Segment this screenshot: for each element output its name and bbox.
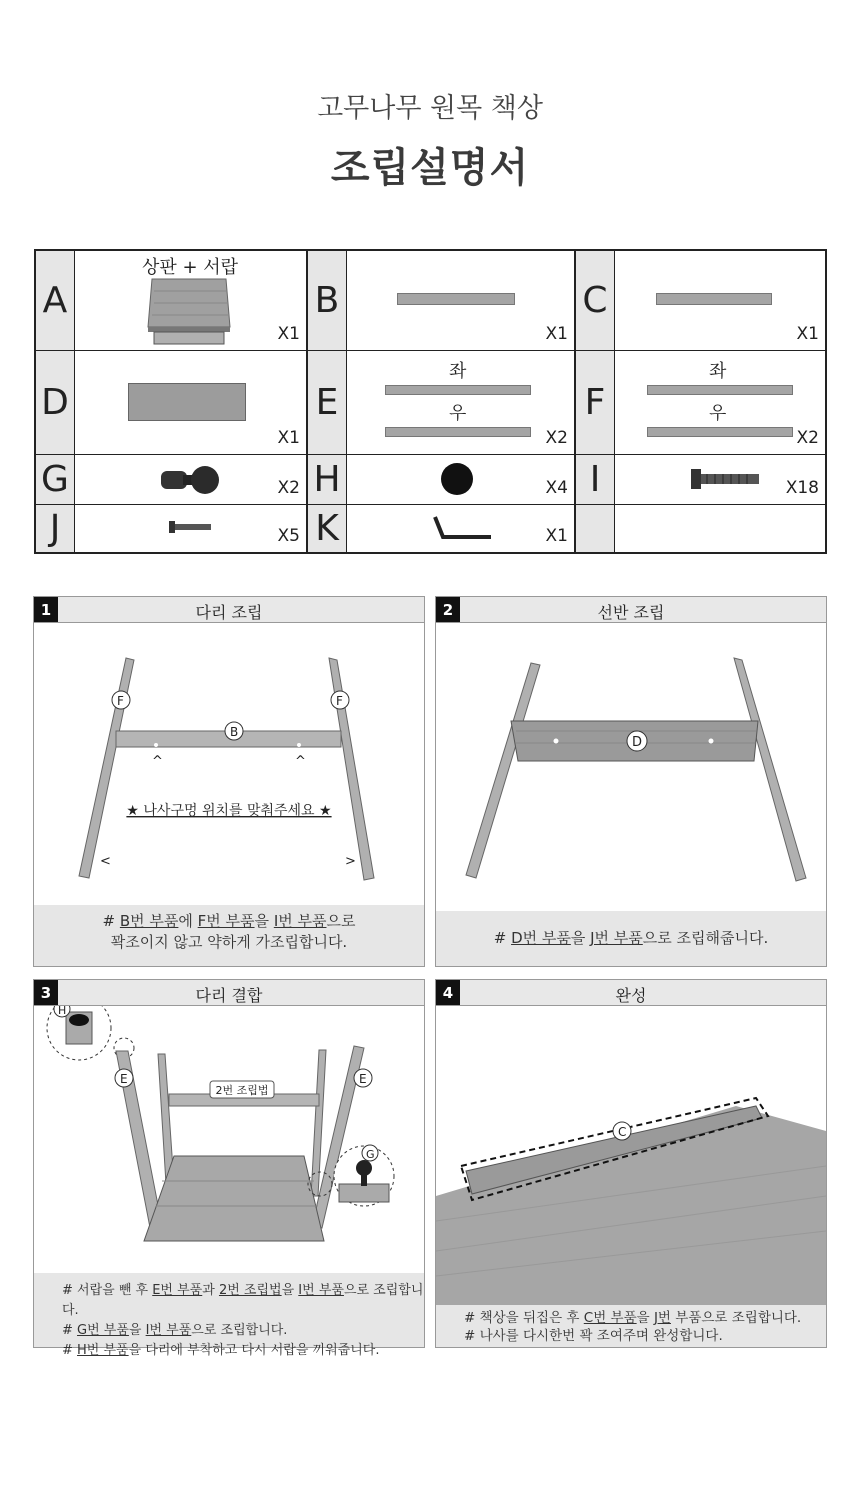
desktop-drawer-icon: [144, 277, 234, 347]
svg-text:^: ^: [152, 754, 163, 769]
caption-line: # G번 부품을 I번 부품으로 조립합니다.: [62, 1323, 288, 1338]
part-cell-empty: [613, 505, 825, 552]
step-2-illustration: [436, 623, 826, 911]
parts-row: [36, 505, 825, 552]
left-label: 좌: [449, 361, 467, 382]
step-2-panel: [435, 596, 827, 967]
foot-pad-icon: [441, 463, 473, 495]
step-number: 1: [34, 597, 58, 622]
part-cell-a: [74, 251, 307, 350]
step-caption: [436, 911, 826, 966]
part-letter: H: [307, 455, 347, 504]
step-header: [34, 597, 424, 623]
label-f-left: F: [117, 694, 124, 708]
part-qty: X1: [545, 526, 568, 546]
right-label: 우: [709, 403, 727, 424]
parts-row: [36, 455, 825, 505]
caption-line: # 책상을 뒤집은 후 C번 부품을 J번 부품으로 조립합니다.: [464, 1310, 802, 1326]
rail-icon: [397, 293, 515, 305]
rail-icon: [656, 293, 772, 305]
part-letter: K: [307, 505, 347, 552]
step-title: 다리 조립: [195, 603, 263, 622]
leg-rail-left-icon: [385, 385, 531, 395]
step-4-panel: [435, 979, 827, 1348]
part-letter: B: [307, 251, 347, 350]
part-letter: I: [575, 455, 615, 504]
part-letter: E: [307, 351, 347, 454]
step-number: 4: [436, 980, 460, 1005]
part-letter: C: [575, 251, 615, 350]
part-qty: X1: [277, 428, 300, 448]
part-qty: X2: [277, 478, 300, 498]
part-qty: X1: [796, 324, 819, 344]
part-cell-c: [613, 251, 825, 350]
caption-line: # H번 부품을 다리에 부착하고 다시 서랍을 끼워줍니다.: [62, 1343, 380, 1358]
part-cell-d: [74, 351, 307, 454]
part-qty: X2: [796, 428, 819, 448]
left-label: 좌: [709, 361, 727, 382]
caption-line: # B번 부품에 F번 부품을 I번 부품으로: [102, 912, 356, 930]
hex-key-icon: [431, 515, 495, 543]
svg-text:^: ^: [295, 754, 306, 769]
parts-table: [34, 249, 827, 554]
shelf-board-icon: [128, 383, 246, 421]
part-qty: X2: [545, 428, 568, 448]
part-caption: 상판 + 서랍: [141, 257, 239, 278]
label-e-right: E: [359, 1072, 367, 1086]
label-h: H: [58, 1006, 67, 1017]
step-caption: [34, 1273, 424, 1358]
part-letter: J: [36, 505, 75, 552]
step-3-panel: [33, 979, 425, 1358]
label-e-left: E: [120, 1072, 128, 1086]
step-4-illustration: [436, 1006, 826, 1306]
step-title: 선반 조립: [597, 603, 665, 622]
part-qty: X18: [785, 478, 819, 498]
screw-hole-note: ★ 나사구멍 위치를 맞춰주세요 ★: [126, 803, 332, 819]
step-1-illustration: [34, 623, 424, 911]
label-b: B: [230, 725, 239, 739]
part-cell-k: [345, 505, 575, 552]
label-f-right: F: [336, 694, 343, 708]
step-header: [34, 980, 424, 1006]
knob-icon: [159, 463, 223, 495]
part-qty: X1: [277, 324, 300, 344]
caption-line: # 나사를 다시한번 꽉 조여주며 완성합니다.: [464, 1328, 723, 1344]
part-cell-j: [74, 505, 307, 552]
part-letter: A: [36, 251, 75, 350]
step-header: [436, 597, 826, 623]
bolt-icon: [691, 467, 761, 491]
part-qty: X5: [277, 526, 300, 546]
part-cell-g: [74, 455, 307, 504]
leg-rail-right-icon: [385, 427, 531, 437]
right-label: 우: [449, 403, 467, 424]
part-letter: G: [36, 455, 75, 504]
part-cell-b: [345, 251, 575, 350]
step-number: 2: [436, 597, 460, 622]
part-letter: F: [575, 351, 615, 454]
step-caption: [34, 905, 424, 966]
svg-text:<: <: [100, 854, 111, 869]
caption-line: # 서랍을 뺀 후 E번 부품과 2번 조립법을 I번 부품으로 조립합니다.: [62, 1283, 424, 1318]
label-d: D: [632, 735, 643, 750]
step-title: 다리 결합: [195, 986, 263, 1005]
svg-text:>: >: [345, 854, 356, 869]
parts-row: [36, 251, 825, 351]
part-cell-f: [613, 351, 825, 454]
step-3-illustration: [34, 1006, 424, 1272]
caption-line: 꽉조이지 않고 약하게 가조립합니다.: [110, 933, 348, 951]
part-cell-i: [613, 455, 825, 504]
step-1-panel: [33, 596, 425, 967]
part-cell-e: [345, 351, 575, 454]
step-caption: [436, 1305, 826, 1347]
document-title: 조립설명서: [330, 145, 530, 191]
leg-rail-right-icon: [647, 427, 793, 437]
label-c: C: [618, 1125, 627, 1139]
caption-line: # D번 부품을 J번 부품으로 조립해줍니다.: [493, 929, 769, 947]
step-header: [436, 980, 826, 1006]
part-letter: D: [36, 351, 75, 454]
label-shelf: 2번 조립법: [215, 1084, 269, 1097]
part-letter-empty: [575, 505, 615, 552]
document-subtitle: 고무나무 원목 책상: [317, 93, 543, 124]
step-title: 완성: [615, 986, 647, 1005]
label-g: G: [366, 1148, 375, 1161]
part-qty: X4: [545, 478, 568, 498]
part-qty: X1: [545, 324, 568, 344]
part-cell-h: [345, 455, 575, 504]
leg-rail-left-icon: [647, 385, 793, 395]
parts-row: [36, 351, 825, 455]
step-number: 3: [34, 980, 58, 1005]
small-bolt-icon: [169, 520, 213, 534]
